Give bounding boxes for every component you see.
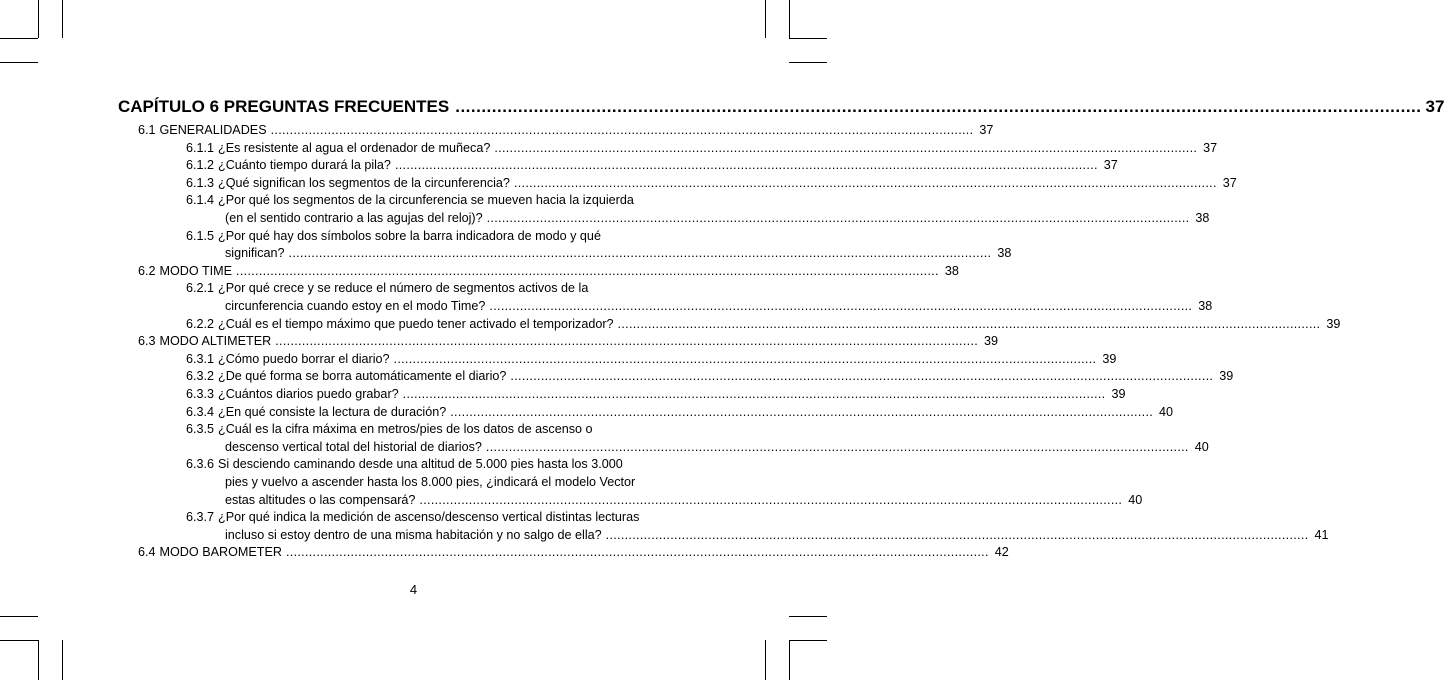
entry-title: ¿De qué forma se borra automáticamente el diario? [218, 369, 507, 384]
entry-number: 6.3.5 [186, 422, 215, 437]
entry-number: 6.3.3 [186, 387, 215, 401]
dot-leader: ......................................................................................................................................................................................... [402, 387, 1106, 401]
toc-entry-6-4 [138, 544, 1009, 561]
entry-title: pies y vuelvo a ascender hasta los 8.000 pies, ¿indicará el modelo Vector [225, 475, 636, 489]
toc-entry-6-3-4 [186, 404, 1174, 421]
dot-leader: ......................................................................................................................................................................................... [494, 140, 1198, 155]
entry-title: GENERALIDADES [159, 123, 267, 137]
entry-page: 39 [984, 334, 999, 349]
entry-page: 40 [1159, 404, 1174, 419]
toc-entry-6-2 [138, 263, 959, 280]
page-number: 4 [409, 582, 418, 597]
toc-entry-6-3-5-line-2 [225, 439, 1209, 456]
entry-number: 6.3 [138, 334, 156, 349]
dot-leader: ......................................................................................................................................................................................... [605, 527, 1309, 542]
entry-title: ¿Cuánto tiempo durará la pila? [218, 158, 391, 173]
toc-entry-6-3-7-line-2 [225, 527, 1329, 544]
toc-entry-6-3-2 [186, 368, 1234, 385]
toc-entry-6-1-3 [186, 175, 1237, 192]
entry-title: estas altitudes o las compensará? [225, 492, 416, 507]
toc-entry-6-3-1 [186, 351, 1117, 368]
entry-title: ¿En qué consiste la lectura de duración? [218, 404, 447, 419]
dot-leader: ......................................................................................................................................................................................... [270, 123, 974, 137]
toc-entry-6-1-4-line-2 [225, 210, 1210, 227]
entry-number: 6.1.3 [186, 175, 215, 190]
entry-number: 6.2.2 [186, 316, 215, 331]
entry-page: 37 [1103, 158, 1118, 173]
entry-page: 42 [994, 545, 1009, 560]
entry-title: MODO BAROMETER [159, 545, 282, 560]
dot-leader: ......................................................................................................................................................................................... [394, 158, 1098, 173]
entry-page: 40 [1128, 492, 1143, 507]
toc-entry-6-1-5-line-2 [225, 245, 1012, 262]
entry-number: 6.3.4 [186, 404, 215, 419]
entry-number: 6.1.1 [186, 140, 215, 155]
entry-title: ¿Por qué hay dos símbolos sobre la barra indicadora de modo y qué [218, 228, 601, 243]
entry-number: 6.3.6 [186, 457, 215, 472]
entry-title: ¿Cuál es la cifra máxima en metros/pies de los datos de ascenso o [218, 422, 593, 437]
dot-leader: ......................................................................................................................................................................................... [393, 351, 1097, 366]
entry-number: 6.4 [138, 545, 156, 560]
dot-leader: ......................................................................................................................................................................................... [489, 299, 1193, 313]
entry-title: ¿Cuál es el tiempo máximo que puedo tener activado el temporizador? [218, 316, 614, 331]
entry-title: MODO TIME [159, 263, 233, 278]
chapter-heading [118, 97, 1444, 117]
entry-page: 39 [1111, 387, 1126, 401]
toc-entry-6-3-6 [186, 456, 623, 473]
dot-leader: ......................................................................................................................................................................................... [486, 211, 1190, 225]
entry-number: 6.1.4 [186, 193, 215, 208]
entry-title: (en el sentido contrario a las agujas del reloj)? [225, 211, 483, 225]
entry-number: 6.2.1 [186, 281, 215, 296]
toc-entry-6-1 [138, 122, 994, 139]
entry-number: 6.1.2 [186, 158, 215, 173]
entry-page: 40 [1194, 439, 1209, 454]
toc-entry-6-3 [138, 333, 999, 350]
entry-number: 6.3.2 [186, 369, 215, 384]
toc-entry-6-3-6-line-2 [225, 474, 635, 491]
entry-title: ¿Qué significan los segmentos de la circunferencia? [218, 175, 510, 190]
entry-title: ¿Es resistente al agua el ordenador de muñeca? [218, 140, 491, 155]
entry-title: ¿Por qué indica la medición de ascenso/descenso vertical distintas lecturas [218, 510, 640, 525]
dot-leader: ......................................................................................................................................................................................... [275, 334, 979, 349]
chapter-title: CAPÍTULO 6 PREGUNTAS FRECUENTES [118, 97, 450, 116]
toc-entry-6-2-2 [186, 316, 1341, 333]
toc-entry-6-3-7 [186, 509, 639, 526]
entry-title: ¿Cómo puedo borrar el diario? [218, 351, 390, 366]
entry-page: 37 [1203, 140, 1218, 155]
dot-leader: ......................................................................................................................................................................................... [455, 97, 1422, 116]
entry-number: 6.3.7 [186, 510, 215, 525]
dot-leader: ......................................................................................................................................................................................... [285, 545, 989, 560]
entry-number: 6.2 [138, 263, 156, 278]
toc-entry-6-3-5 [186, 421, 593, 438]
entry-title: ¿Por qué crece y se reduce el número de segmentos activos de la [218, 281, 589, 296]
toc-entry-6-1-4 [186, 192, 634, 209]
entry-page: 41 [1314, 527, 1329, 542]
dot-leader: ......................................................................................................................................................................................... [450, 404, 1154, 419]
entry-title: ¿Por qué los segmentos de la circunferencia se mueven hacia la izquierda [218, 193, 634, 208]
entry-page: 38 [944, 263, 959, 278]
entry-page: 39 [1102, 351, 1117, 366]
toc-entry-6-1-2 [186, 157, 1118, 174]
entry-title: MODO ALTIMETER [159, 334, 272, 349]
entry-number: 6.1.5 [186, 228, 215, 243]
toc-entry-6-3-3 [186, 386, 1126, 403]
dot-leader: ......................................................................................................................................................................................... [236, 263, 939, 278]
entry-title: circunferencia cuando estoy en el modo Time? [225, 299, 486, 313]
entry-page: 38 [1198, 299, 1213, 313]
entry-page: 37 [1222, 175, 1237, 190]
dot-leader: ......................................................................................................................................................................................... [510, 369, 1214, 384]
entry-page: 38 [997, 246, 1012, 261]
toc-entry-6-2-1-line-2 [225, 298, 1213, 315]
entry-number: 6.3.1 [186, 351, 215, 366]
toc-entry-6-3-6-line-3 [225, 492, 1143, 509]
dot-leader: ......................................................................................................................................................................................... [485, 439, 1189, 454]
dot-leader: ......................................................................................................................................................................................... [617, 316, 1321, 331]
dot-leader: ......................................................................................................................................................................................... [288, 246, 992, 261]
chapter-page: 37 [1425, 97, 1444, 116]
dot-leader: ......................................................................................................................................................................................... [419, 492, 1123, 507]
toc-entry-6-1-5 [186, 228, 601, 245]
entry-title: incluso si estoy dentro de una misma habitación y no salgo de ella? [225, 527, 602, 542]
entry-title: Si desciendo caminando desde una altitud de 5.000 pies hasta los 3.000 [218, 457, 623, 472]
toc-entry-6-2-1 [186, 280, 588, 297]
toc-entry-6-1-1 [186, 140, 1218, 157]
entry-page: 37 [979, 123, 994, 137]
entry-page: 39 [1219, 369, 1234, 384]
entry-page: 38 [1195, 211, 1210, 225]
entry-title: significan? [225, 246, 285, 261]
dot-leader: ......................................................................................................................................................................................... [513, 175, 1217, 190]
entry-title: descenso vertical total del historial de diarios? [225, 439, 482, 454]
entry-page: 39 [1326, 316, 1341, 331]
entry-number: 6.1 [138, 123, 156, 137]
entry-title: ¿Cuántos diarios puedo grabar? [218, 387, 399, 401]
